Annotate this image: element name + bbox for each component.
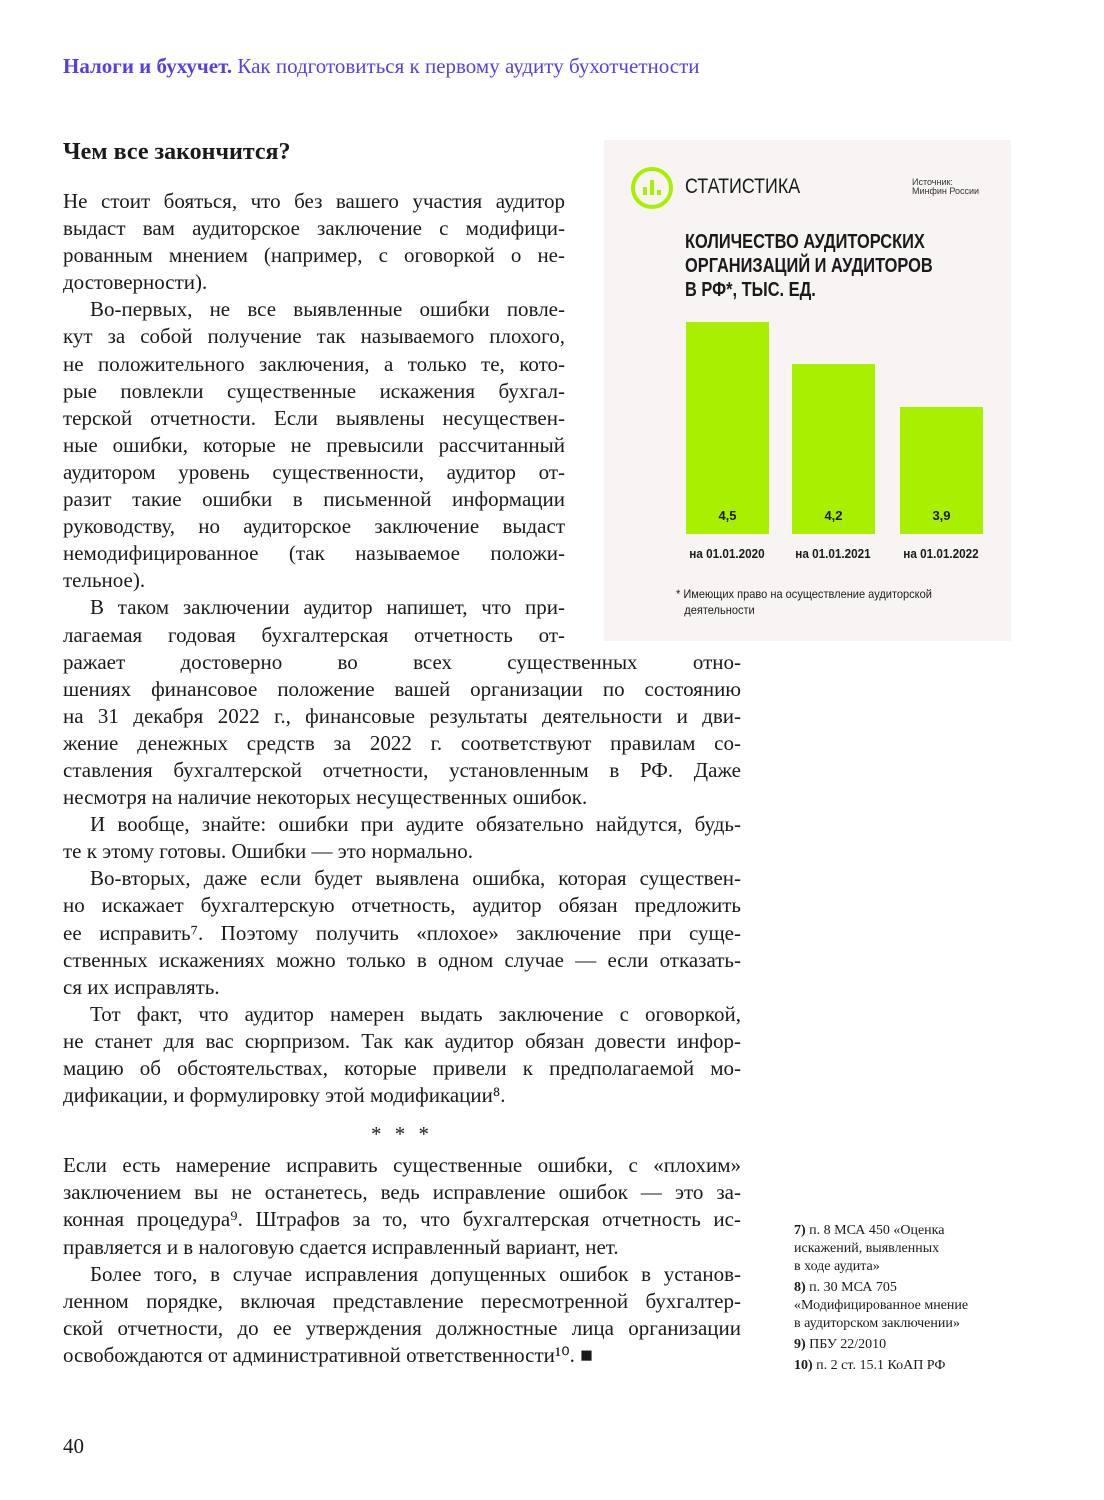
text-line: освобождаются от административной ответственности¹⁰. ■ xyxy=(63,1342,593,1367)
text-line: ской отчетности, до ее утверждения должностные лица организации xyxy=(63,1315,741,1340)
text-line: Не стоит бояться, что без вашего участия аудитор xyxy=(63,189,565,213)
text-line: правляется и в налоговую сдается исправленный вариант, нет. xyxy=(63,1234,619,1259)
chart-footnote-line: * Имеющих право на осуществление аудиторской xyxy=(676,587,932,601)
text-line: немодифицированное (так называемое положи- xyxy=(63,541,565,566)
text-line: аудитором уровень существенности, аудитор от- xyxy=(63,459,565,484)
article-title: Как подготовиться к первому аудиту бухотчетности xyxy=(237,54,700,78)
text-line: тельное). xyxy=(63,568,146,593)
text-line: рые повлекли существенные искажения бухгал- xyxy=(63,378,565,403)
chart-title-line: В РФ*, ТЫС. ЕД. xyxy=(685,279,816,301)
text-line: В таком заключении аудитор напишет, что при- xyxy=(90,595,565,620)
statistics-label: СТАТИСТИКА xyxy=(685,175,801,198)
paragraph xyxy=(63,1152,741,1260)
category-label: на 01.01.2022 xyxy=(903,546,979,561)
text-line: ся их исправлять. xyxy=(63,974,220,999)
footnote-text: в аудиторском заключении» xyxy=(794,1316,960,1331)
section-name: Налоги и бухучет. xyxy=(63,54,233,78)
footnote xyxy=(794,1279,968,1333)
footnote-text: искажений, выявленных xyxy=(794,1241,940,1256)
text-line: разит такие ошибки в письменной информации xyxy=(63,487,565,512)
footnote-number: 9) xyxy=(794,1337,806,1352)
category-label: на 01.01.2021 xyxy=(795,546,871,561)
text-line: кут за собой получение так называемого плохого, xyxy=(63,324,565,349)
category-label: на 01.01.2020 xyxy=(689,546,765,561)
bar-value-label: 4,2 xyxy=(824,508,843,523)
footnote-number: 8) xyxy=(794,1280,806,1295)
text-line: на 31 декабря 2022 г., финансовые результаты деятельности и дви- xyxy=(63,703,741,728)
page-number: 40 xyxy=(63,1434,84,1458)
source xyxy=(912,178,979,196)
text-line: ее исправить⁷. Поэтому получить «плохое» заключение при суще- xyxy=(63,920,741,945)
footnote-text: ПБУ 22/2010 xyxy=(809,1337,887,1352)
text-line: Во-вторых, даже если будет выявлена ошибка, которая существен- xyxy=(90,866,741,891)
paragraph xyxy=(63,811,741,865)
chart-title-line: ОРГАНИЗАЦИЙ И АУДИТОРОВ xyxy=(685,255,933,277)
text-line: не станет для вас сюрпризом. Так как аудитор обязан довести инфор- xyxy=(63,1028,741,1053)
chart-footnote xyxy=(676,586,932,618)
text-line: заключением вы не останетесь, ведь исправление ошибок — это за- xyxy=(63,1180,741,1205)
chart-title xyxy=(685,230,933,302)
text-line: жение денежных средств за 2022 г. соответствуют правилам со- xyxy=(63,730,741,755)
text-line: И вообще, знайте: ошибки при аудите обязательно найдутся, будь- xyxy=(90,812,741,837)
source-name: Минфин России xyxy=(912,186,980,196)
text-line: шениях финансовое положение вашей организации по состоянию xyxy=(63,676,741,701)
text-line: рованным мнением (например, с оговоркой о не- xyxy=(63,243,565,268)
text-line: ражает достоверно во всех существенных отно- xyxy=(63,649,741,674)
text-line: те к этому готовы. Ошибки — это нормально. xyxy=(63,839,473,864)
text-line: несмотря на наличие некоторых несущественных ошибок. xyxy=(63,785,588,810)
text-line: выдаст вам аудиторское заключение с модифици- xyxy=(63,216,565,241)
paragraph xyxy=(63,865,741,1000)
paragraph xyxy=(63,1261,741,1369)
source-label: Источник: xyxy=(912,177,953,187)
bar-chart-icon xyxy=(631,167,673,209)
text-line: но искажает бухгалтерскую отчетность, аудитор обязан предложить xyxy=(63,893,741,918)
section-heading: Чем все закончится? xyxy=(63,139,291,165)
footnote-text: п. 30 МСА 705 xyxy=(809,1280,897,1295)
text-line: ные ошибки, которые не превысили рассчитанный xyxy=(63,432,565,457)
bar-value-label: 4,5 xyxy=(718,508,737,523)
bar-value-label: 3,9 xyxy=(932,508,951,523)
text-line: терской отчетности. Если выявлены несуществен- xyxy=(63,405,565,430)
footnote-text: в ходе аудита» xyxy=(794,1259,880,1274)
paragraph xyxy=(63,1001,741,1109)
text-line: Во-первых, не все выявленные ошибки повле- xyxy=(90,297,565,322)
statistics-box xyxy=(604,140,1011,641)
text-line: Тот факт, что аудитор намерен выдать заключение с оговоркой, xyxy=(90,1001,741,1026)
footnote-text: п. 8 МСА 450 «Оценка xyxy=(809,1223,945,1238)
text-line: лагаемая годовая бухгалтерская отчетность от- xyxy=(63,622,565,647)
footnotes xyxy=(794,1222,968,1378)
text-line: Более того, в случае исправления допущенных ошибок в установ- xyxy=(90,1261,741,1286)
text-line: руководству, но аудиторское заключение выдаст xyxy=(63,514,565,539)
text-line: дификации, и формулировку этой модификации⁸. xyxy=(63,1083,506,1108)
footnote-number: 7) xyxy=(794,1223,806,1238)
text-line: ленном порядке, включая представление пересмотренной бухгалтер- xyxy=(63,1288,741,1313)
chart-title-line: КОЛИЧЕСТВО АУДИТОРСКИХ xyxy=(685,231,925,253)
chart-bar xyxy=(686,322,769,534)
footnote xyxy=(794,1357,968,1375)
section-separator: * * * xyxy=(371,1122,433,1147)
text-line: мацию об обстоятельствах, которые привели к предполагаемой мо- xyxy=(63,1056,741,1080)
footnote-text: «Модифицированное мнение xyxy=(794,1298,969,1313)
footnote xyxy=(794,1336,968,1354)
text-line: конная процедура⁹. Штрафов за то, что бухгалтерская отчетность ис- xyxy=(63,1207,741,1232)
footnote-number: 10) xyxy=(794,1358,813,1373)
text-line: ставления бухгалтерской отчетности, установленным в РФ. Даже xyxy=(63,757,741,782)
text-line: ственных искажениях можно только в одном случае — если отказать- xyxy=(63,947,741,972)
text-line: достоверности). xyxy=(63,270,208,295)
chart-footnote-line: деятельности xyxy=(684,603,755,617)
footnote xyxy=(794,1222,968,1276)
text-line: Если есть намерение исправить существенные ошибки, с «плохим» xyxy=(63,1153,741,1178)
footnote-text: п. 2 ст. 15.1 КоАП РФ xyxy=(816,1358,946,1373)
text-line: не положительного заключения, а только те, кото- xyxy=(63,351,565,376)
running-header xyxy=(63,54,700,79)
